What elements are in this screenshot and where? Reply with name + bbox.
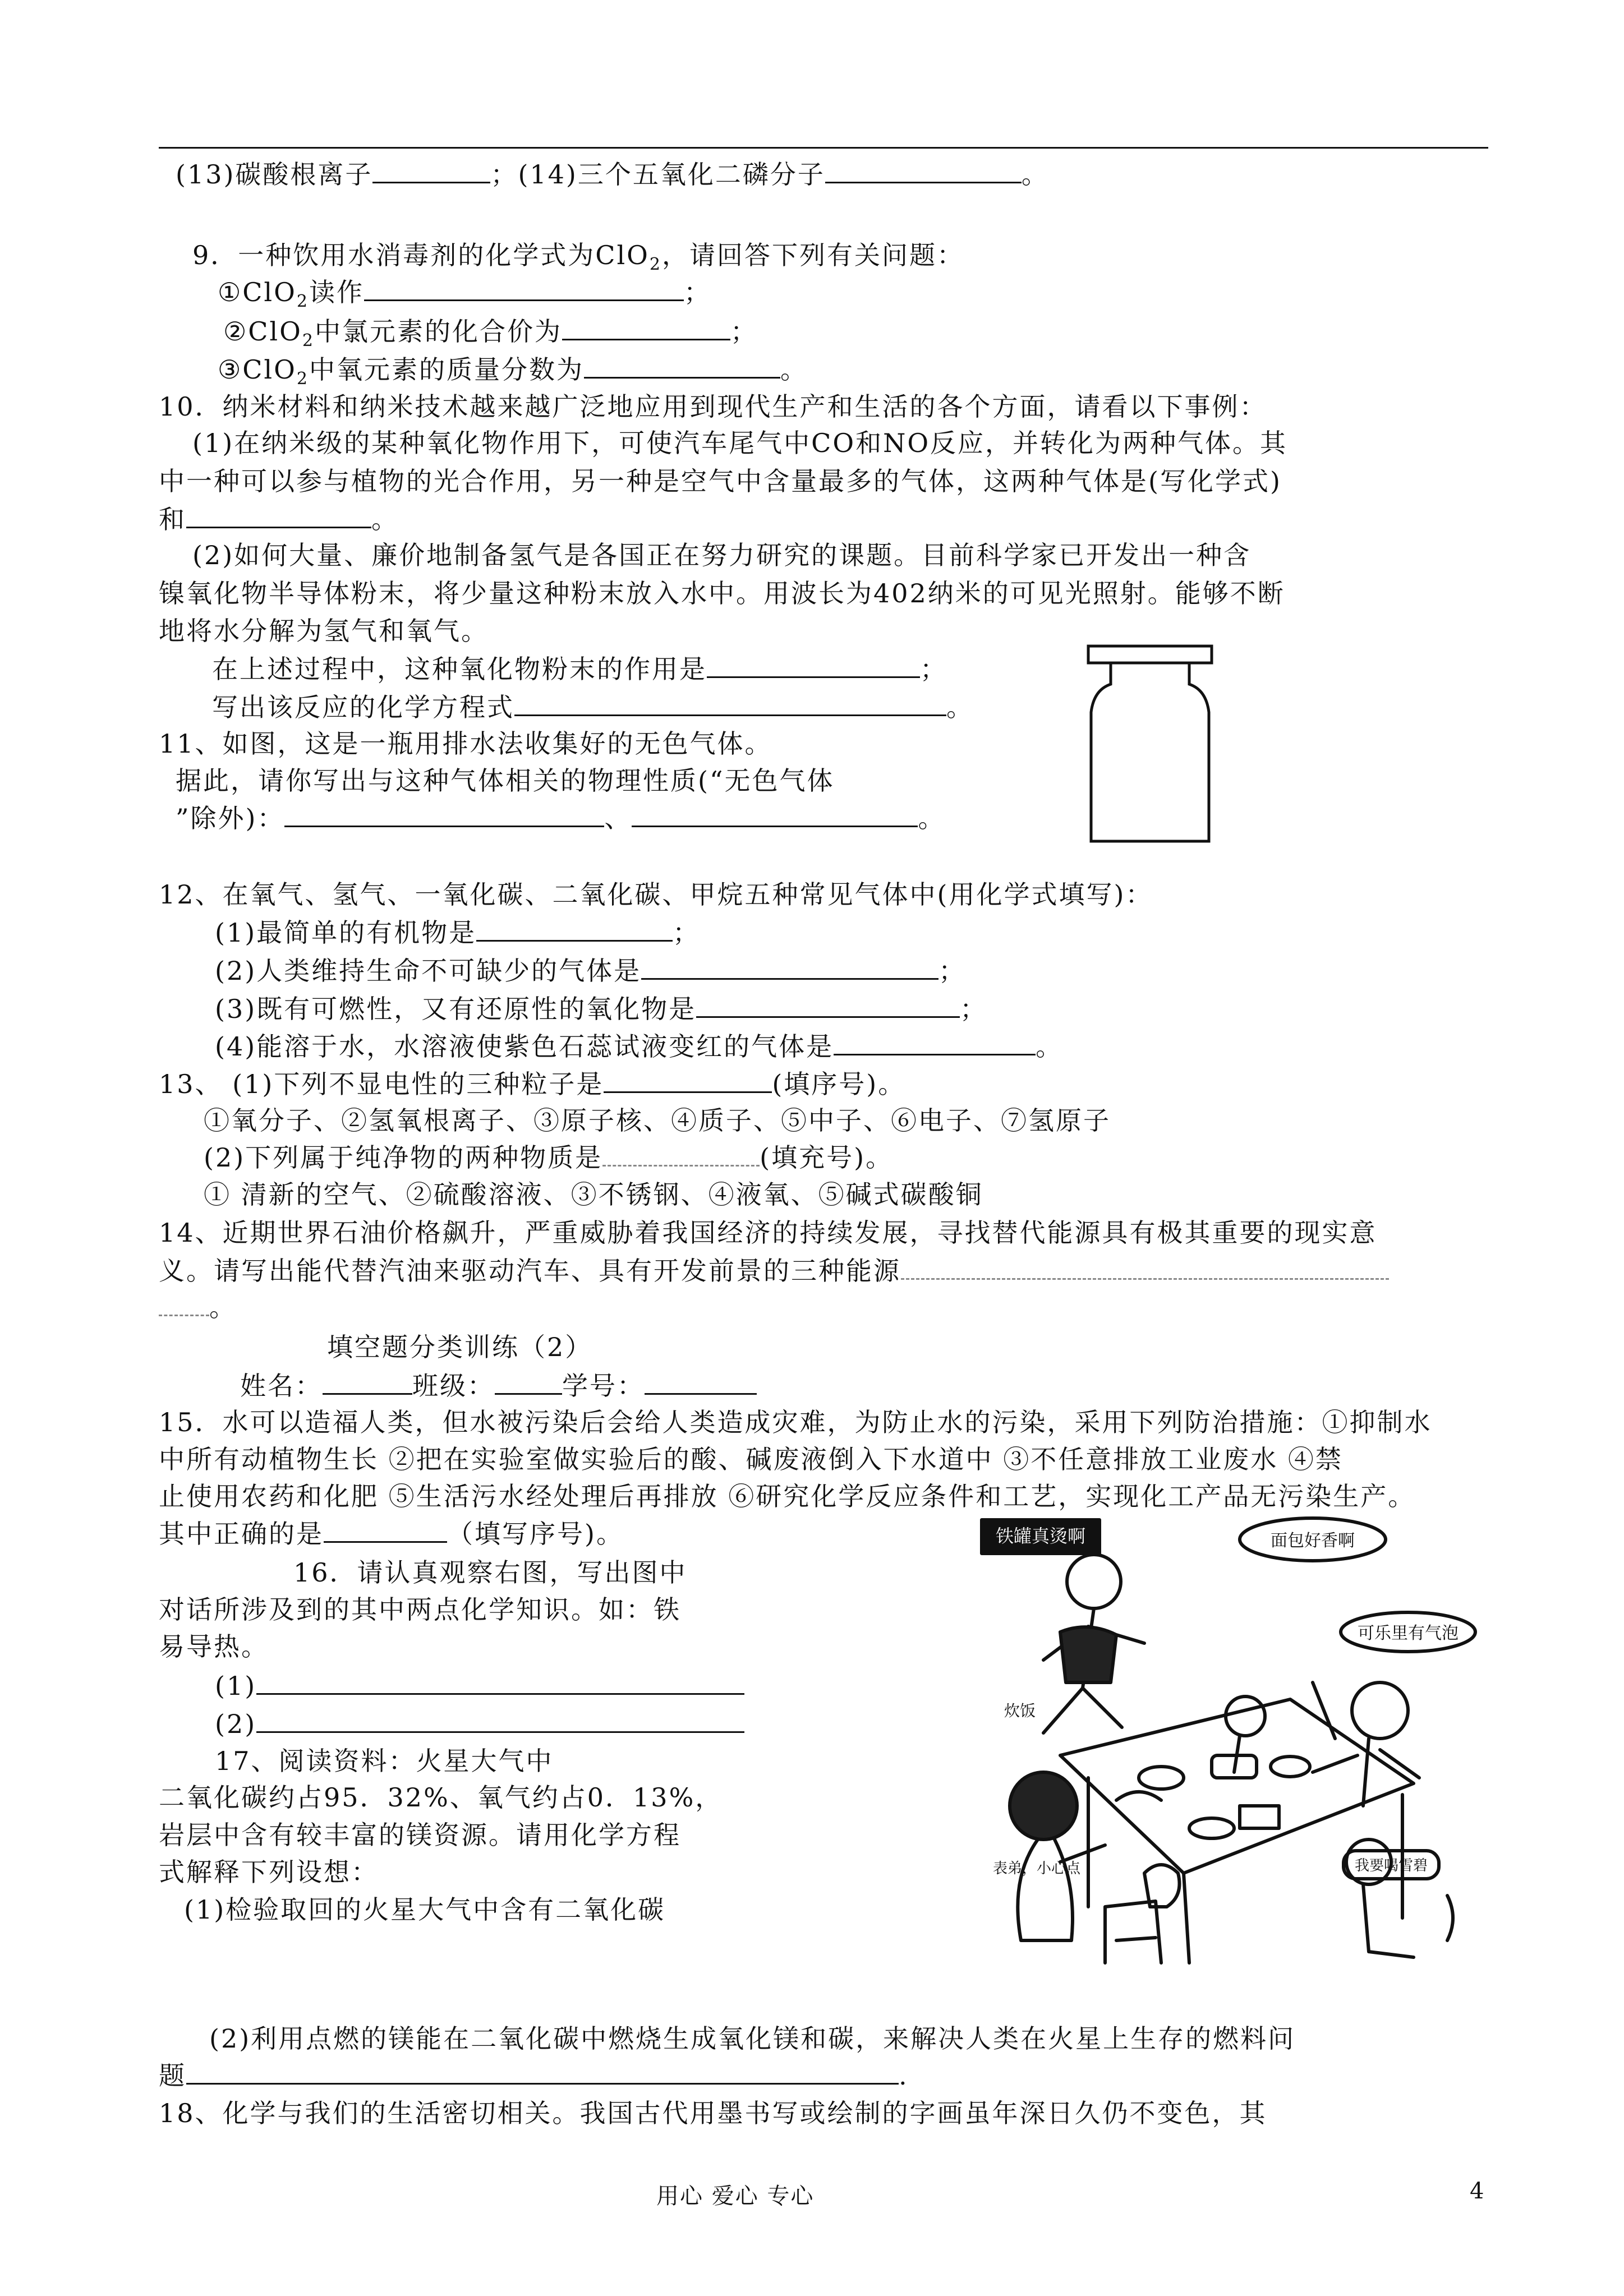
page-number: 4 <box>1470 2178 1485 2204</box>
q16-item-2: (2) <box>215 1707 744 1741</box>
q13-l1: 13、 (1)下列不显电性的三种粒子是 (填序号)。 <box>159 1067 905 1101</box>
q9-item-3: ③ClO$_2$中氧元素的质量分数为 。 <box>218 352 808 396</box>
q14-l2: 义。请写出能代替汽油来驱动汽车、具有开发前景的三种能源 <box>159 1253 1389 1288</box>
q11-l1: 11、如图，这是一瓶用排水法收集好的无色气体。 <box>159 729 772 759</box>
q17-l2: 二氧化碳约占95．32%、氧气约占0．13%， <box>159 1782 723 1813</box>
q15-l3: 止使用农药和化肥 ⑤生活污水经处理后再排放 ⑥研究化学反应条件和工艺，实现化工产品无污染生产。 <box>159 1481 1416 1511</box>
q13-l3: (2)下列属于纯净物的两种物质是 (填充号)。 <box>204 1140 893 1174</box>
q17-l4: 式解释下列设想： <box>159 1857 379 1887</box>
q10-p2-l3: 地将水分解为氢气和氧气。 <box>159 616 489 646</box>
q12-item-4: (4)能溶于水，水溶液使紫色石蕊试液变红的气体是 。 <box>215 1029 1063 1063</box>
q12-item-2: (2)人类维持生命不可缺少的气体是 ； <box>215 953 966 988</box>
q13-l4: ① 清新的空气、②硫酸溶液、③不锈钢、④液氧、⑤碱式碳酸铜 <box>204 1179 983 1210</box>
q9-item-2: ②ClO$_2$中氯元素的化合价为 ； <box>223 314 758 358</box>
q9-stem: 9．一种饮用水消毒剂的化学式为ClO$_2$，请回答下列有关问题： <box>192 240 964 275</box>
q17-l5: (1)检验取回的火星大气中含有二氧化碳 <box>184 1894 666 1925</box>
q11-l3: ”除外)： 、 。 <box>176 801 945 835</box>
q16-l2: 对话所涉及到的其中两点化学知识。如：铁 <box>159 1594 681 1625</box>
cartoon-label-careful: 表弟，小心点 <box>993 1860 1081 1877</box>
cartoon-label-hot-can: 铁罐真烫啊 <box>995 1525 1086 1547</box>
q16-l1: 16．请认真观察右图，写出图中 <box>293 1557 687 1588</box>
q13-l2: ①氧分子、②氢氧根离子、③原子核、④质子、⑤中子、⑥电子、⑦氢原子 <box>204 1105 1111 1136</box>
q12-stem: 12、在氧气、氢气、一氧化碳、二氧化碳、甲烷五种常见气体中(用化学式填写)： <box>159 879 1153 910</box>
q14-l3: 。 <box>159 1290 237 1324</box>
q16-l3: 易导热。 <box>159 1631 269 1662</box>
cartoon-label-cook: 炊饭 <box>1004 1702 1036 1720</box>
q10-stem: 10．纳米材料和纳米技术越来越广泛地应用到现代生产和生活的各个方面，请看以下事例： <box>159 391 1267 422</box>
q15-l2: 中所有动植物生长 ②把在实验室做实验后的酸、碱废液倒入下水道中 ③不任意排放工业废水 ④禁 <box>159 1444 1343 1474</box>
q17-p2-l1: (2)利用点燃的镁能在二氧化碳中燃烧生成氧化镁和碳，来解决人类在火星上生存的燃料问 <box>209 2023 1296 2054</box>
q16-item-1: (1) <box>215 1668 744 1703</box>
cartoon-bubble-cola: 可乐里有气泡 <box>1358 1624 1459 1643</box>
q10-p2-l2: 镍氧化物半导体粉末，将少量这种粉末放入水中。用波长为402纳米的可见光照射。能够不断 <box>159 578 1285 608</box>
q17-l3: 岩层中含有较丰富的镁资源。请用化学方程 <box>159 1820 681 1850</box>
q9-item-1: ①ClO$_2$读作 ； <box>218 275 711 319</box>
q10-p2-q1: 在上述过程中，这种氧化物粉末的作用是 ； <box>212 652 947 686</box>
q10-p1-l1: (1)在纳米级的某种氧化物作用下，可使汽车尾气中CO和NO反应，并转化为两种气体。其 <box>192 428 1288 458</box>
q10-p1-l2: 中一种可以参与植物的光合作用，另一种是空气中含量最多的气体，这两种气体是(写化学式) <box>159 466 1282 496</box>
gas-bottle-figure <box>1077 639 1223 852</box>
section-title: 填空题分类训练（2） <box>327 1332 593 1362</box>
q17-l1: 17、阅读资料：火星大气中 <box>215 1746 554 1776</box>
q12-item-3: (3)既有可燃性，又有还原性的氧化物是 ； <box>215 992 987 1026</box>
kitchen-cartoon-figure <box>976 1514 1481 1974</box>
q10-p2-l1: (2)如何大量、廉价地制备氢气是各国正在努力研究的课题。目前科学家已开发出一种含 <box>192 540 1252 570</box>
q8-line: (13)碳酸根离子 ；(14)三个五氧化二磷分子 。 <box>176 157 1049 191</box>
header-rule <box>159 147 1488 149</box>
q15-l4: 其中正确的是 （填写序号)。 <box>159 1516 624 1551</box>
footer-motto: 用心 爱心 专心 <box>656 2183 815 2209</box>
student-info-line: 姓名： 班级： 学号： <box>240 1368 757 1403</box>
q17-p2-l2: 题 . <box>159 2058 909 2092</box>
q18-l1: 18、化学与我们的生活密切相关。我国古代用墨书写或绘制的字画虽年深日久仍不变色，其 <box>159 2098 1267 2128</box>
q12-item-1: (1)最简单的有机物是 ； <box>215 915 700 949</box>
q10-p1-l3: 和 。 <box>159 502 399 536</box>
q14-l1: 14、近期世界石油价格飙升，严重威胁着我国经济的持续发展，寻找替代能源具有极其重要的现实意 <box>159 1218 1377 1248</box>
q11-l2: 据此，请你写出与这种气体相关的物理性质(“无色气体 <box>176 766 835 796</box>
cartoon-bubble-sprite: 我要喝雪碧 <box>1354 1857 1428 1874</box>
q15-l1: 15．水可以造福人类，但水被污染后会给人类造成灾难，为防止水的污染，采用下列防治措施：①抑制水 <box>159 1407 1432 1437</box>
cartoon-bubble-bread: 面包好香啊 <box>1271 1531 1355 1551</box>
q10-p2-q2: 写出该反应的化学方程式 。 <box>212 690 974 724</box>
